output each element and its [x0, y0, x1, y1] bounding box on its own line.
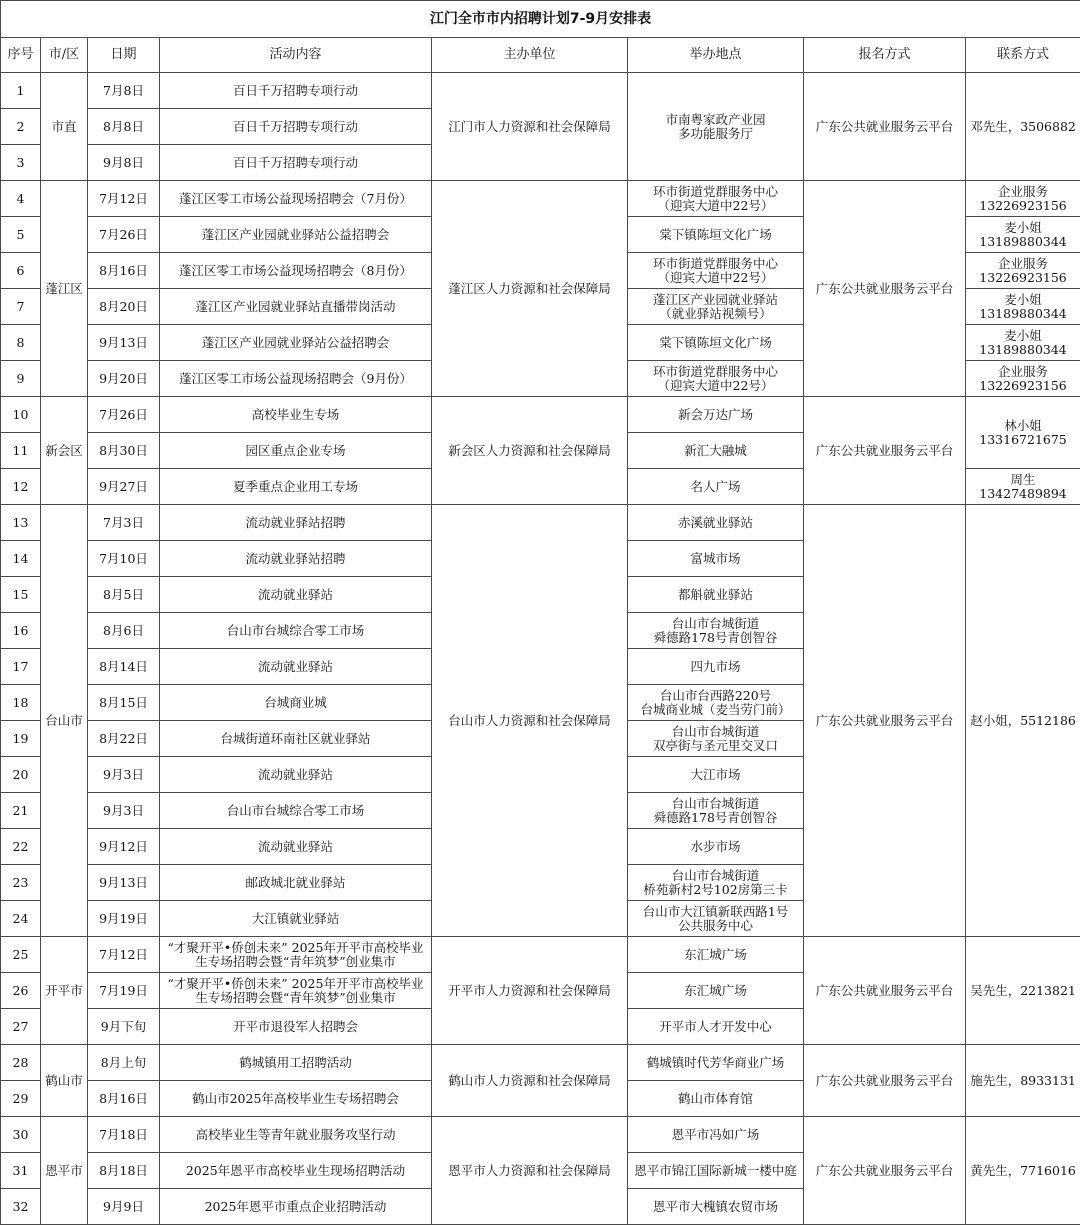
cell-organizer: 蓬江区人力资源和社会保障局 [432, 181, 628, 397]
cell-activity: 2025年恩平市重点企业招聘活动 [160, 1189, 432, 1225]
header-signup: 报名方式 [804, 38, 966, 73]
cell-venue: 富城市场 [628, 541, 804, 577]
cell-no: 25 [1, 937, 41, 973]
cell-venue: 台山市台城街道 舜德路178号青创智谷 [628, 793, 804, 829]
cell-activity: 流动就业驿站招聘 [160, 541, 432, 577]
cell-venue: 环市街道党群服务中心 （迎宾大道中22号） [628, 181, 804, 217]
cell-contact: 吴先生，2213821 [966, 937, 1080, 1045]
cell-activity: 2025年恩平市高校毕业生现场招聘活动 [160, 1153, 432, 1189]
cell-activity: 百日千万招聘专项行动 [160, 73, 432, 109]
cell-date: 9月3日 [88, 757, 160, 793]
cell-no: 29 [1, 1081, 41, 1117]
header-no: 序号 [1, 38, 41, 73]
table-title: 江门全市市内招聘计划7-9月安排表 [1, 1, 1080, 38]
cell-no: 8 [1, 325, 41, 361]
cell-date: 9月8日 [88, 145, 160, 181]
cell-no: 12 [1, 469, 41, 505]
cell-date: 7月12日 [88, 181, 160, 217]
cell-contact: 邓先生，3506882 [966, 73, 1080, 181]
cell-activity: 流动就业驿站 [160, 577, 432, 613]
cell-date: 9月下旬 [88, 1009, 160, 1045]
cell-date: 9月20日 [88, 361, 160, 397]
cell-no: 27 [1, 1009, 41, 1045]
cell-activity: 蓬江区产业园就业驿站直播带岗活动 [160, 289, 432, 325]
cell-no: 1 [1, 73, 41, 109]
cell-activity: 流动就业驿站 [160, 757, 432, 793]
cell-date: 8月30日 [88, 433, 160, 469]
cell-venue: 开平市人才开发中心 [628, 1009, 804, 1045]
cell-venue: 新会万达广场 [628, 397, 804, 433]
cell-contact: 企业服务 13226923156 [966, 253, 1080, 289]
cell-venue: 新汇大融城 [628, 433, 804, 469]
cell-venue: 恩平市大槐镇农贸市场 [628, 1189, 804, 1225]
cell-venue: 大江市场 [628, 757, 804, 793]
cell-contact: 麦小姐 13189880344 [966, 325, 1080, 361]
cell-no: 24 [1, 901, 41, 937]
cell-contact: 施先生，8933131 [966, 1045, 1080, 1117]
cell-no: 2 [1, 109, 41, 145]
cell-venue: 东汇城广场 [628, 937, 804, 973]
cell-venue: 市南粤家政产业园 多功能服务厅 [628, 73, 804, 181]
cell-activity: 百日千万招聘专项行动 [160, 109, 432, 145]
cell-district: 新会区 [41, 397, 88, 505]
cell-organizer: 恩平市人力资源和社会保障局 [432, 1117, 628, 1225]
cell-contact: 林小姐 13316721675 [966, 397, 1080, 469]
cell-signup: 广东公共就业服务云平台 [804, 937, 966, 1045]
cell-no: 22 [1, 829, 41, 865]
cell-date: 7月26日 [88, 217, 160, 253]
cell-no: 10 [1, 397, 41, 433]
cell-no: 19 [1, 721, 41, 757]
cell-no: 20 [1, 757, 41, 793]
cell-date: 9月3日 [88, 793, 160, 829]
cell-no: 23 [1, 865, 41, 901]
cell-organizer: 新会区人力资源和社会保障局 [432, 397, 628, 505]
table-row [1, 1045, 1080, 1081]
cell-contact: 黄先生，7716016 [966, 1117, 1080, 1225]
table-row [1, 937, 1080, 973]
cell-contact: 赵小姐，5512186 [966, 505, 1080, 937]
cell-venue: 台山市台城街道 舜德路178号青创智谷 [628, 613, 804, 649]
cell-no: 26 [1, 973, 41, 1009]
cell-activity: 台城商业城 [160, 685, 432, 721]
cell-venue: 鹤山市体育馆 [628, 1081, 804, 1117]
cell-venue: 东汇城广场 [628, 973, 804, 1009]
cell-date: 7月3日 [88, 505, 160, 541]
table-row [1, 1117, 1080, 1153]
header-contact: 联系方式 [966, 38, 1080, 73]
cell-venue: 台山市台西路220号 台城商业城（麦当劳门前） [628, 685, 804, 721]
cell-venue: 台山市台城街道 双亭街与圣元里交叉口 [628, 721, 804, 757]
cell-no: 14 [1, 541, 41, 577]
cell-date: 8月18日 [88, 1153, 160, 1189]
cell-organizer: 开平市人力资源和社会保障局 [432, 937, 628, 1045]
cell-venue: 台山市大江镇新联西路1号 公共服务中心 [628, 901, 804, 937]
cell-no: 11 [1, 433, 41, 469]
cell-date: 7月12日 [88, 937, 160, 973]
cell-activity: 台山市台城综合零工市场 [160, 613, 432, 649]
cell-district: 开平市 [41, 937, 88, 1045]
cell-date: 7月19日 [88, 973, 160, 1009]
cell-signup: 广东公共就业服务云平台 [804, 181, 966, 397]
cell-no: 32 [1, 1189, 41, 1225]
cell-no: 5 [1, 217, 41, 253]
cell-no: 9 [1, 361, 41, 397]
cell-no: 7 [1, 289, 41, 325]
cell-venue: 四九市场 [628, 649, 804, 685]
cell-activity: 夏季重点企业用工专场 [160, 469, 432, 505]
table-row [1, 73, 1080, 109]
cell-signup: 广东公共就业服务云平台 [804, 397, 966, 505]
cell-date: 8月14日 [88, 649, 160, 685]
cell-no: 4 [1, 181, 41, 217]
cell-date: 8月8日 [88, 109, 160, 145]
cell-activity: 鹤城镇用工招聘活动 [160, 1045, 432, 1081]
cell-date: 8月上旬 [88, 1045, 160, 1081]
header-venue: 举办地点 [628, 38, 804, 73]
cell-venue: 赤溪就业驿站 [628, 505, 804, 541]
cell-date: 9月13日 [88, 865, 160, 901]
cell-organizer: 鹤山市人力资源和社会保障局 [432, 1045, 628, 1117]
cell-date: 9月9日 [88, 1189, 160, 1225]
cell-activity: 蓬江区零工市场公益现场招聘会（9月份） [160, 361, 432, 397]
cell-date: 9月13日 [88, 325, 160, 361]
table-row [1, 505, 1080, 541]
cell-venue: 都斛就业驿站 [628, 577, 804, 613]
cell-activity: 流动就业驿站招聘 [160, 505, 432, 541]
cell-activity: 园区重点企业专场 [160, 433, 432, 469]
cell-activity: 邮政城北就业驿站 [160, 865, 432, 901]
cell-venue: 名人广场 [628, 469, 804, 505]
cell-activity: 大江镇就业驿站 [160, 901, 432, 937]
cell-activity: 高校毕业生专场 [160, 397, 432, 433]
cell-date: 8月20日 [88, 289, 160, 325]
cell-no: 30 [1, 1117, 41, 1153]
cell-activity: 开平市退役军人招聘会 [160, 1009, 432, 1045]
cell-contact: 麦小姐 13189880344 [966, 217, 1080, 253]
cell-date: 8月6日 [88, 613, 160, 649]
cell-activity: 蓬江区零工市场公益现场招聘会（7月份） [160, 181, 432, 217]
cell-date: 7月10日 [88, 541, 160, 577]
cell-date: 7月8日 [88, 73, 160, 109]
cell-no: 28 [1, 1045, 41, 1081]
cell-venue: 水步市场 [628, 829, 804, 865]
cell-activity: 鹤山市2025年高校毕业生专场招聘会 [160, 1081, 432, 1117]
cell-no: 18 [1, 685, 41, 721]
cell-venue: 蓬江区产业园就业驿站 （就业驿站视频号） [628, 289, 804, 325]
cell-district: 蓬江区 [41, 181, 88, 397]
cell-activity: 台城街道环南社区就业驿站 [160, 721, 432, 757]
cell-signup: 广东公共就业服务云平台 [804, 73, 966, 181]
cell-activity: 流动就业驿站 [160, 649, 432, 685]
cell-activity: “才聚开平•侨创未来” 2025年开平市高校毕业生专场招聘会暨“青年筑梦”创业集市 [160, 937, 432, 973]
cell-venue: 棠下镇陈垣文化广场 [628, 217, 804, 253]
cell-no: 13 [1, 505, 41, 541]
cell-venue: 棠下镇陈垣文化广场 [628, 325, 804, 361]
cell-contact: 企业服务 13226923156 [966, 361, 1080, 397]
cell-date: 8月22日 [88, 721, 160, 757]
table-row [1, 397, 1080, 433]
cell-signup: 广东公共就业服务云平台 [804, 1045, 966, 1117]
cell-no: 17 [1, 649, 41, 685]
cell-venue: 台山市台城街道 桥苑新村2号102房第三卡 [628, 865, 804, 901]
cell-date: 8月16日 [88, 253, 160, 289]
cell-venue: 恩平市锦江国际新城一楼中庭 [628, 1153, 804, 1189]
cell-date: 8月5日 [88, 577, 160, 613]
cell-no: 16 [1, 613, 41, 649]
cell-district: 市直 [41, 73, 88, 181]
cell-no: 6 [1, 253, 41, 289]
cell-date: 9月27日 [88, 469, 160, 505]
cell-activity: 百日千万招聘专项行动 [160, 145, 432, 181]
cell-venue: 环市街道党群服务中心 （迎宾大道中22号） [628, 361, 804, 397]
cell-activity: 台山市台城综合零工市场 [160, 793, 432, 829]
cell-venue: 恩平市冯如广场 [628, 1117, 804, 1153]
cell-contact: 周生13427489894 [966, 469, 1080, 505]
cell-district: 恩平市 [41, 1117, 88, 1225]
cell-date: 8月15日 [88, 685, 160, 721]
header-organizer: 主办单位 [432, 38, 628, 73]
cell-date: 8月16日 [88, 1081, 160, 1117]
table-body [1, 73, 1080, 1225]
cell-no: 21 [1, 793, 41, 829]
cell-date: 7月26日 [88, 397, 160, 433]
cell-signup: 广东公共就业服务云平台 [804, 1117, 966, 1225]
cell-venue: 鹤城镇时代芳华商业广场 [628, 1045, 804, 1081]
cell-activity: 流动就业驿站 [160, 829, 432, 865]
cell-contact: 麦小姐 13189880344 [966, 289, 1080, 325]
header-date: 日期 [88, 38, 160, 73]
cell-venue: 环市街道党群服务中心 （迎宾大道中22号） [628, 253, 804, 289]
header-district: 市/区 [41, 38, 88, 73]
cell-activity: 蓬江区产业园就业驿站公益招聘会 [160, 217, 432, 253]
header-activity: 活动内容 [160, 38, 432, 73]
table-row [1, 181, 1080, 217]
cell-organizer: 台山市人力资源和社会保障局 [432, 505, 628, 937]
cell-no: 15 [1, 577, 41, 613]
cell-date: 9月12日 [88, 829, 160, 865]
cell-activity: 蓬江区产业园就业驿站公益招聘会 [160, 325, 432, 361]
cell-no: 3 [1, 145, 41, 181]
cell-contact: 企业服务 13226923156 [966, 181, 1080, 217]
cell-activity: 蓬江区零工市场公益现场招聘会（8月份） [160, 253, 432, 289]
cell-activity: 高校毕业生等青年就业服务攻坚行动 [160, 1117, 432, 1153]
cell-activity: “才聚开平•侨创未来” 2025年开平市高校毕业生专场招聘会暨“青年筑梦”创业集市 [160, 973, 432, 1009]
cell-district: 台山市 [41, 505, 88, 937]
cell-district: 鹤山市 [41, 1045, 88, 1117]
cell-date: 9月19日 [88, 901, 160, 937]
cell-organizer: 江门市人力资源和社会保障局 [432, 73, 628, 181]
cell-date: 7月18日 [88, 1117, 160, 1153]
cell-no: 31 [1, 1153, 41, 1189]
cell-signup: 广东公共就业服务云平台 [804, 505, 966, 937]
